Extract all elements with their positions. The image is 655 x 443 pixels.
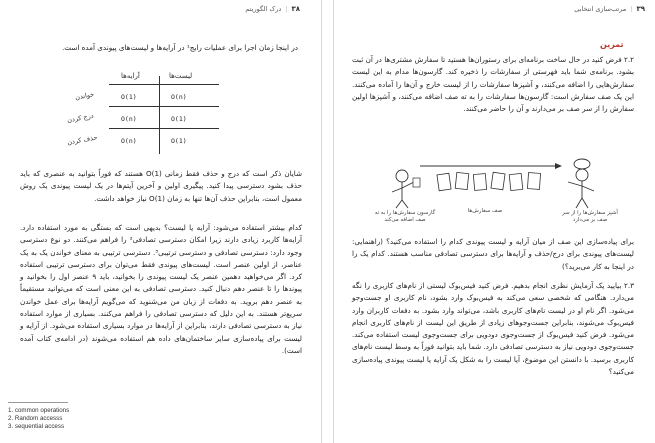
left-page-header: ۳۸|درک الگوریتم bbox=[245, 5, 300, 13]
row-label-read: خواندن bbox=[74, 90, 95, 102]
cell-read-array: O(1) bbox=[121, 93, 137, 101]
waiter-icon bbox=[392, 170, 420, 208]
caption-chef: آشپز سفارش‌ها را از سر صف بر می‌دارد bbox=[562, 210, 618, 223]
table-header-arrays: آرایه‌ها bbox=[121, 72, 140, 80]
left-page-number: ۳۸ bbox=[291, 5, 300, 13]
left-paragraph-1: شایان ذکر است که درج و حذف فقط زمانی O(1) هستند که فوراً بتوانید به عنصری که باید حذف بشود دسترسی پیدا کنید. پیگیری اولین و آخرین آیتم‌ها در یک لیست پیوندی یک روش معمول است، بنابراین حذف آن‌ها تنها به زمان O(1) نیاز خواهد داشت. bbox=[20, 169, 303, 203]
cell-read-list: O(n) bbox=[171, 93, 187, 101]
footnote-2: 2. Random accesss bbox=[8, 415, 63, 422]
footnotes bbox=[8, 407, 69, 431]
chef-icon bbox=[568, 159, 594, 208]
table-header-lists: لیست‌ها bbox=[169, 72, 193, 80]
table-rule bbox=[159, 76, 160, 154]
right-page-chapter: مرتب‌سازی انتخابی bbox=[574, 5, 627, 13]
left-intro: در اینجا زمان اجرا برای عملیات رایج¹ در آرایه‌ها و لیست‌های پیوندی آمده است. bbox=[61, 43, 298, 52]
right-page-header: ۳۹|مرتب‌سازی انتخابی bbox=[574, 5, 645, 13]
arrow-head-icon bbox=[555, 163, 562, 169]
exercise-2-2: ۲.۲ فرض کنید در حال ساخت برنامه‌ای برای رستوران‌ها هستید تا سفارش مشتری‌ها در آن ثبت بشود. برنامه‌ی شما باید فهرستی از سفارشات را ذخیره کند. گارسون‌ها مدام به این لیست سفارش‌هایی را اضافه می‌کنند، و آشپزها سفارشات را از لیست خارج و آن‌ها را آماده می‌کنند. این یک صف سفارش است: گارسون‌ها سفارشات را به ته صف اضافه می‌کنند، و آشپزها اولین سفارش را از سر صف بر می‌دارند و آن را حاضر می‌کنند. bbox=[352, 55, 634, 114]
table-rule bbox=[109, 106, 219, 107]
row-label-delete: حذف کردن bbox=[66, 133, 99, 147]
cell-delete-array: O(n) bbox=[121, 137, 137, 145]
operations-table bbox=[66, 72, 235, 160]
cell-insert-list: O(1) bbox=[171, 115, 187, 123]
row-label-insert: درج کردن bbox=[66, 111, 95, 125]
right-page-number: ۳۹ bbox=[636, 5, 645, 13]
queue-drawing bbox=[350, 158, 620, 210]
queue-illustration bbox=[350, 158, 620, 226]
exercise-title: تمرین bbox=[600, 40, 624, 49]
cell-insert-array: O(n) bbox=[121, 115, 137, 123]
table-rule bbox=[109, 84, 219, 85]
left-page-chapter: درک الگوریتم bbox=[245, 5, 282, 13]
footnote-rule bbox=[8, 402, 68, 403]
table-rule bbox=[109, 128, 219, 129]
left-paragraph-2: کدام بیشتر استفاده می‌شود: آرایه یا لیست؟ بدیهی است که بستگی به مورد استفاده دارد. آرایه‌ها کاربرد زیادی دارند زیرا امکان دسترسی تصادفی² را فراهم می‌کنند. دو نوع دسترسی وجود دارد: دسترسی تصادفی و دسترسی ترتیبی³. دسترسی ترتیبی به معنای خواندن یک به یک عناصر، از اولین عنصر است. لیست‌های پیوندی فقط می‌توان برای دسترسی ترتیبی استفاده کرد. اگر می‌خواهید دهمین عنصر یک لیست پیوندی را بخوانید، باید ۹ عنصر اول را بخوانید و پیوندها را تا عنصر دهم دنبال کنید. دسترسی تصادفی به این معنی است که می‌توانید مستقیماً به عنصر دهم بروید. به دفعات از زبان من می‌شنوید که می‌گویم آرایه‌ها برای عمل خواندن سریع‌تر هستند. به این دلیل که دسترسی تصادفی را فراهم می‌کنند. بسیاری از موارد استفاده نیاز به دسترسی تصادفی دارند، بنابراین از آرایه‌ها در موارد بسیاری استفاده می‌شود. از آرایه و لیست برای پیاده‌سازی سایر ساختمان‌های داده هم استفاده می‌شوند (در ادامه‌ی کتاب آمده است). bbox=[20, 223, 303, 355]
footnote-1: 1. common operations bbox=[8, 407, 70, 414]
cell-delete-list: O(1) bbox=[171, 137, 187, 145]
caption-queue: صف سفارش‌ها bbox=[467, 208, 503, 214]
exercise-2-3: ۲.۳ بیایید یک آزمایش نظری انجام بدهیم. فرض کنید فیس‌بوک لیستی از نام‌های کاربری را نگه می‌دارد. هنگامی که شخصی سعی می‌کند به فیس‌بوک وارد بشود، نام کاربری او جست‌وجو می‌شود. اگر نام او در لیست نام‌های کاربری باشد، می‌تواند وارد بشود. به دفعات کاربران وارد فیس‌بوک می‌شوند، بنابراین جست‌وجوهای زیادی از طریق این لیست از نام‌های کاربری انجام می‌شود. فرض کنید فیس‌بوک از جست‌وجوی دودویی برای جست‌وجوی لیست استفاده می‌کند. جست‌وجوی دودویی نیاز به دسترسی تصادفی دارد. شما باید بتوانید فوراً به وسط لیست نام‌های کاربری برسید. با دانستن این موضوع، آیا لیست را به شکل یک آرایه یا لیست پیوندی پیاده‌سازی می‌کنید؟ bbox=[352, 281, 634, 377]
order-slips-icon bbox=[437, 172, 541, 191]
caption-waiter: گارسون سفارش‌ها را به ته صف اضافه می‌کند bbox=[374, 210, 436, 223]
footnote-3: 3. sequential access bbox=[8, 423, 65, 430]
left-page bbox=[0, 0, 322, 443]
exercise-question: برای پیاده‌سازی این صف از میان آرایه و لیست پیوندی کدام را استفاده می‌کنید؟ (راهنمایی: لیست‌های پیوندی برای درج/حذف و آرایه‌ها برای دسترسی تصادفی مناسب هستند. کدام یک را در اینجا به کار می‌برید؟) bbox=[352, 237, 634, 271]
